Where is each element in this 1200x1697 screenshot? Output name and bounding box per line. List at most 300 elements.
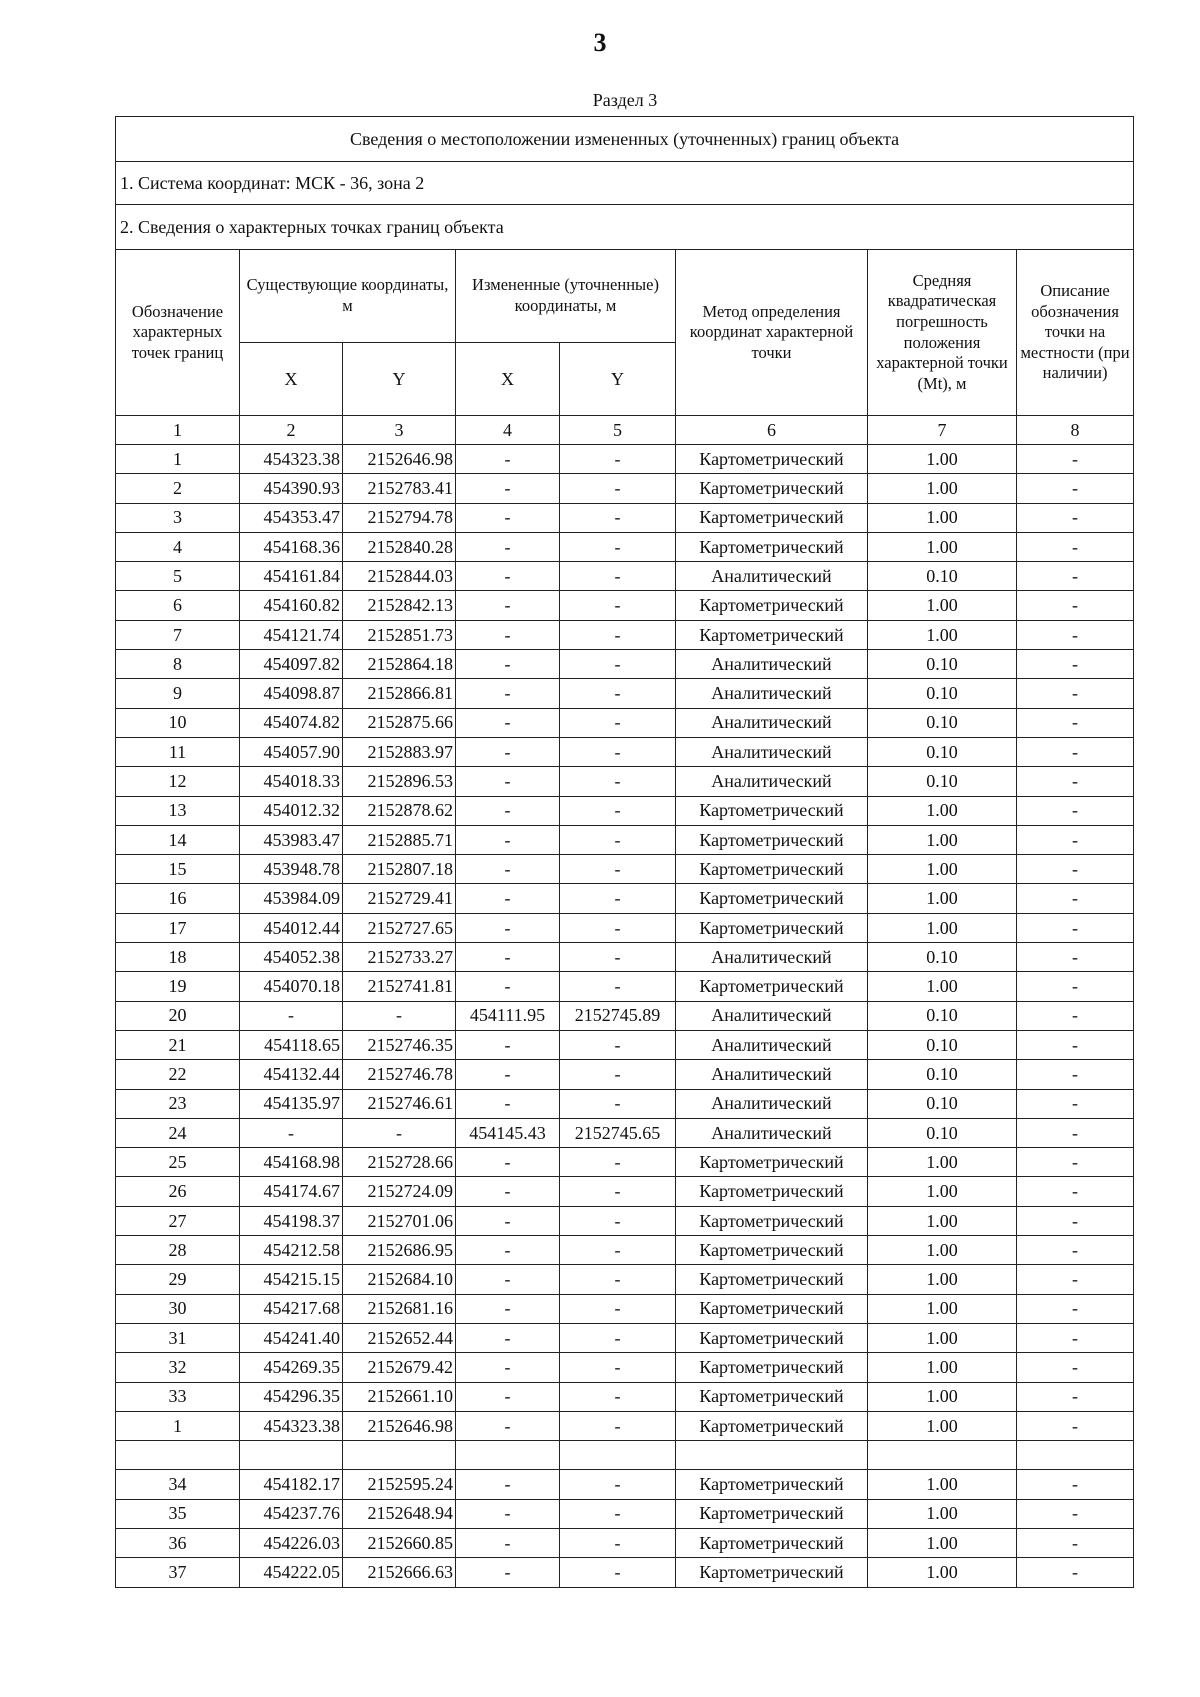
table-row — [116, 1265, 1134, 1294]
existing-y-cell: 2152728.66 — [343, 1148, 456, 1177]
changed-x-cell: - — [456, 825, 560, 854]
changed-x-cell: - — [456, 737, 560, 766]
error-cell: 0.10 — [868, 1030, 1017, 1059]
existing-y-cell: - — [343, 1118, 456, 1147]
column-number: 8 — [1017, 416, 1134, 445]
method-cell: Аналитический — [676, 708, 868, 737]
existing-y-cell: 2152842.13 — [343, 591, 456, 620]
error-cell: 1.00 — [868, 474, 1017, 503]
point-number-cell: 3 — [116, 503, 240, 532]
column-number: 1 — [116, 416, 240, 445]
method-cell: Картометрический — [676, 1470, 868, 1499]
existing-x-cell: 454118.65 — [240, 1030, 343, 1059]
table-row — [116, 825, 1134, 854]
changed-y-cell: - — [560, 737, 676, 766]
changed-y-cell: - — [560, 445, 676, 474]
existing-x-cell: 454226.03 — [240, 1528, 343, 1557]
method-cell: Картометрический — [676, 591, 868, 620]
changed-y-cell: - — [560, 1382, 676, 1411]
points-heading-row: 2. Сведения о характерных точках границ объекта — [116, 205, 1134, 250]
existing-y-cell: 2152783.41 — [343, 474, 456, 503]
description-cell: - — [1017, 972, 1134, 1001]
method-cell: Картометрический — [676, 474, 868, 503]
existing-x-cell: 454012.32 — [240, 796, 343, 825]
existing-x-cell: 454098.87 — [240, 679, 343, 708]
existing-x-cell: 453948.78 — [240, 855, 343, 884]
error-cell: 1.00 — [868, 1499, 1017, 1528]
description-cell: - — [1017, 1353, 1134, 1382]
point-number-cell: 20 — [116, 1001, 240, 1030]
changed-x-cell: - — [456, 1089, 560, 1118]
error-cell: 1.00 — [868, 1148, 1017, 1177]
existing-y-cell: 2152660.85 — [343, 1528, 456, 1557]
point-number-cell: 37 — [116, 1558, 240, 1587]
method-cell: Аналитический — [676, 650, 868, 679]
table-row — [116, 1411, 1134, 1440]
existing-y-cell: 2152885.71 — [343, 825, 456, 854]
table-row — [116, 767, 1134, 796]
changed-x-cell: - — [456, 972, 560, 1001]
changed-x-cell: - — [456, 1206, 560, 1235]
changed-y-cell: - — [560, 650, 676, 679]
existing-x-cell: 454174.67 — [240, 1177, 343, 1206]
error-cell: 1.00 — [868, 1177, 1017, 1206]
changed-x-cell: - — [456, 1236, 560, 1265]
point-number-cell: 8 — [116, 650, 240, 679]
error-cell: 0.10 — [868, 1001, 1017, 1030]
description-cell: - — [1017, 1499, 1134, 1528]
existing-y-cell: 2152746.61 — [343, 1089, 456, 1118]
error-cell: 1.00 — [868, 855, 1017, 884]
table-row — [116, 855, 1134, 884]
description-cell: - — [1017, 1470, 1134, 1499]
existing-y-cell: 2152794.78 — [343, 503, 456, 532]
table-row — [116, 562, 1134, 591]
existing-x-cell: 454161.84 — [240, 562, 343, 591]
changed-x-cell: - — [456, 855, 560, 884]
table-title: Сведения о местоположении измененных (уточненных) границ объекта — [116, 117, 1134, 162]
existing-x-cell: 454074.82 — [240, 708, 343, 737]
existing-x-cell: 454323.38 — [240, 1411, 343, 1440]
table-row — [116, 1528, 1134, 1557]
table-row — [116, 1294, 1134, 1323]
error-cell: 1.00 — [868, 1470, 1017, 1499]
changed-x-cell: - — [456, 767, 560, 796]
error-cell: 1.00 — [868, 503, 1017, 532]
existing-y-cell: 2152729.41 — [343, 884, 456, 913]
existing-x-cell: 454168.98 — [240, 1148, 343, 1177]
table-row — [116, 1118, 1134, 1147]
description-cell: - — [1017, 474, 1134, 503]
existing-x-cell: 454012.44 — [240, 913, 343, 942]
error-cell: 1.00 — [868, 1206, 1017, 1235]
error-cell: 1.00 — [868, 796, 1017, 825]
table-row — [116, 620, 1134, 649]
header-description: Описание обозначения точки на местности (при наличии) — [1017, 250, 1134, 416]
description-cell: - — [1017, 650, 1134, 679]
existing-x-cell: 454217.68 — [240, 1294, 343, 1323]
changed-y-cell: - — [560, 1353, 676, 1382]
existing-y-cell: 2152746.35 — [343, 1030, 456, 1059]
table-row — [116, 1441, 1134, 1470]
point-number-cell: 11 — [116, 737, 240, 766]
description-cell: - — [1017, 1206, 1134, 1235]
point-number-cell: 32 — [116, 1353, 240, 1382]
coord-system-row: 1. Система координат: МСК - 36, зона 2 — [116, 162, 1134, 205]
section-label: Раздел 3 — [592, 90, 658, 110]
error-cell: 1.00 — [868, 1382, 1017, 1411]
changed-y-cell: - — [560, 562, 676, 591]
existing-y-cell: 2152878.62 — [343, 796, 456, 825]
changed-y-cell: - — [560, 913, 676, 942]
changed-x-cell: - — [456, 562, 560, 591]
error-cell: 1.00 — [868, 1265, 1017, 1294]
point-number-cell: 31 — [116, 1323, 240, 1352]
changed-y-cell: - — [560, 1206, 676, 1235]
table-row — [116, 737, 1134, 766]
table-row — [116, 1001, 1134, 1030]
point-number-cell: 9 — [116, 679, 240, 708]
existing-y-cell: 2152661.10 — [343, 1382, 456, 1411]
existing-x-cell: 453984.09 — [240, 884, 343, 913]
existing-x-cell: 454212.58 — [240, 1236, 343, 1265]
existing-y-cell: 2152844.03 — [343, 562, 456, 591]
point-number-cell: 33 — [116, 1382, 240, 1411]
existing-x-cell: 454121.74 — [240, 620, 343, 649]
description-cell: - — [1017, 1323, 1134, 1352]
method-cell: Картометрический — [676, 972, 868, 1001]
existing-x-cell: 454215.15 — [240, 1265, 343, 1294]
changed-x-cell: - — [456, 650, 560, 679]
description-cell: - — [1017, 532, 1134, 561]
error-cell: 1.00 — [868, 1294, 1017, 1323]
existing-x-cell: 454296.35 — [240, 1382, 343, 1411]
table-row — [116, 1206, 1134, 1235]
changed-x-cell: - — [456, 796, 560, 825]
error-cell: 1.00 — [868, 532, 1017, 561]
header-existing-x: X — [240, 343, 343, 416]
changed-y-cell: - — [560, 1265, 676, 1294]
changed-y-cell: - — [560, 1177, 676, 1206]
changed-x-cell: - — [456, 503, 560, 532]
description-cell: - — [1017, 708, 1134, 737]
existing-x-cell: 454182.17 — [240, 1470, 343, 1499]
description-cell: - — [1017, 620, 1134, 649]
table-row — [116, 1148, 1134, 1177]
description-cell: - — [1017, 1118, 1134, 1147]
header-error: Средняя квадратическая погрешность положения характерной точки (Mt), м — [868, 250, 1017, 416]
description-cell: - — [1017, 1030, 1134, 1059]
header-designation: Обозначение характерных точек границ — [116, 250, 240, 416]
column-number: 3 — [343, 416, 456, 445]
table-row — [116, 913, 1134, 942]
changed-x-cell: - — [456, 1148, 560, 1177]
existing-x-cell: 453983.47 — [240, 825, 343, 854]
description-cell: - — [1017, 1528, 1134, 1557]
point-number-cell: 28 — [116, 1236, 240, 1265]
point-number-cell — [116, 1441, 240, 1470]
table-row — [116, 1030, 1134, 1059]
error-cell: 0.10 — [868, 562, 1017, 591]
method-cell: Картометрический — [676, 1499, 868, 1528]
changed-y-cell: - — [560, 474, 676, 503]
table-row — [116, 591, 1134, 620]
error-cell: 1.00 — [868, 1528, 1017, 1557]
method-cell: Картометрический — [676, 1148, 868, 1177]
changed-y-cell: - — [560, 972, 676, 1001]
description-cell: - — [1017, 1294, 1134, 1323]
method-cell: Аналитический — [676, 1060, 868, 1089]
changed-y-cell: 2152745.89 — [560, 1001, 676, 1030]
error-cell: 1.00 — [868, 884, 1017, 913]
existing-x-cell: 454168.36 — [240, 532, 343, 561]
point-number-cell: 30 — [116, 1294, 240, 1323]
changed-y-cell: - — [560, 855, 676, 884]
error-cell: 1.00 — [868, 1353, 1017, 1382]
method-cell: Аналитический — [676, 767, 868, 796]
error-cell: 0.10 — [868, 708, 1017, 737]
method-cell: Картометрический — [676, 825, 868, 854]
description-cell: - — [1017, 737, 1134, 766]
description-cell: - — [1017, 679, 1134, 708]
method-cell: Аналитический — [676, 1030, 868, 1059]
point-number-cell: 17 — [116, 913, 240, 942]
error-cell: 0.10 — [868, 679, 1017, 708]
changed-x-cell: - — [456, 943, 560, 972]
changed-x-cell: 454145.43 — [456, 1118, 560, 1147]
table-row — [116, 445, 1134, 474]
description-cell: - — [1017, 1411, 1134, 1440]
changed-x-cell: - — [456, 532, 560, 561]
changed-x-cell: - — [456, 1470, 560, 1499]
page-number: 3 — [593, 28, 607, 57]
point-number-cell: 1 — [116, 445, 240, 474]
changed-y-cell: - — [560, 1470, 676, 1499]
existing-y-cell: 2152684.10 — [343, 1265, 456, 1294]
table-row — [116, 796, 1134, 825]
description-cell: - — [1017, 943, 1134, 972]
changed-y-cell: - — [560, 796, 676, 825]
point-number-cell: 2 — [116, 474, 240, 503]
existing-x-cell: 454323.38 — [240, 445, 343, 474]
description-cell: - — [1017, 825, 1134, 854]
changed-y-cell: - — [560, 1060, 676, 1089]
description-cell — [1017, 1441, 1134, 1470]
method-cell: Картометрический — [676, 884, 868, 913]
point-number-cell: 35 — [116, 1499, 240, 1528]
error-cell: 1.00 — [868, 1558, 1017, 1587]
description-cell: - — [1017, 1382, 1134, 1411]
error-cell: 1.00 — [868, 620, 1017, 649]
method-cell: Картометрический — [676, 1177, 868, 1206]
method-cell: Картометрический — [676, 1265, 868, 1294]
changed-x-cell: - — [456, 1294, 560, 1323]
table-row — [116, 650, 1134, 679]
changed-x-cell: - — [456, 1353, 560, 1382]
changed-y-cell: 2152745.65 — [560, 1118, 676, 1147]
error-cell: 0.10 — [868, 943, 1017, 972]
method-cell: Картометрический — [676, 445, 868, 474]
existing-x-cell: 454269.35 — [240, 1353, 343, 1382]
point-number-cell: 26 — [116, 1177, 240, 1206]
error-cell — [868, 1441, 1017, 1470]
table-row — [116, 884, 1134, 913]
table-row — [116, 972, 1134, 1001]
method-cell: Картометрический — [676, 1323, 868, 1352]
description-cell: - — [1017, 1265, 1134, 1294]
existing-x-cell: 454057.90 — [240, 737, 343, 766]
method-cell: Аналитический — [676, 1001, 868, 1030]
header-changed-coords: Измененные (уточненные) координаты, м — [456, 250, 676, 343]
changed-y-cell: - — [560, 884, 676, 913]
header-existing-y: Y — [343, 343, 456, 416]
existing-x-cell: 454222.05 — [240, 1558, 343, 1587]
existing-x-cell: 454135.97 — [240, 1089, 343, 1118]
table-row — [116, 1323, 1134, 1352]
changed-y-cell: - — [560, 943, 676, 972]
changed-x-cell: - — [456, 1558, 560, 1587]
method-cell: Аналитический — [676, 1118, 868, 1147]
existing-y-cell: 2152733.27 — [343, 943, 456, 972]
changed-x-cell: - — [456, 1411, 560, 1440]
description-cell: - — [1017, 562, 1134, 591]
changed-x-cell: - — [456, 591, 560, 620]
changed-y-cell: - — [560, 591, 676, 620]
existing-y-cell: 2152746.78 — [343, 1060, 456, 1089]
point-number-cell: 16 — [116, 884, 240, 913]
table-row — [116, 1236, 1134, 1265]
description-cell: - — [1017, 1177, 1134, 1206]
changed-y-cell: - — [560, 1323, 676, 1352]
existing-x-cell: 454390.93 — [240, 474, 343, 503]
table-row — [116, 1558, 1134, 1587]
existing-x-cell: 454237.76 — [240, 1499, 343, 1528]
point-number-cell: 15 — [116, 855, 240, 884]
method-cell: Аналитический — [676, 1089, 868, 1118]
changed-x-cell: - — [456, 445, 560, 474]
header-existing-coords: Существующие координаты, м — [240, 250, 456, 343]
changed-x-cell: - — [456, 708, 560, 737]
existing-x-cell: 454198.37 — [240, 1206, 343, 1235]
existing-y-cell: 2152679.42 — [343, 1353, 456, 1382]
header-changed-y: Y — [560, 343, 676, 416]
method-cell: Картометрический — [676, 855, 868, 884]
changed-y-cell: - — [560, 767, 676, 796]
description-cell: - — [1017, 1089, 1134, 1118]
point-number-cell: 10 — [116, 708, 240, 737]
method-cell: Картометрический — [676, 796, 868, 825]
table-row — [116, 1353, 1134, 1382]
existing-y-cell: 2152681.16 — [343, 1294, 456, 1323]
header-method: Метод определения координат характерной точки — [676, 250, 868, 416]
point-number-cell: 4 — [116, 532, 240, 561]
existing-y-cell: 2152840.28 — [343, 532, 456, 561]
changed-y-cell: - — [560, 1236, 676, 1265]
error-cell: 0.10 — [868, 1089, 1017, 1118]
table-row — [116, 1060, 1134, 1089]
point-number-cell: 34 — [116, 1470, 240, 1499]
method-cell: Картометрический — [676, 1236, 868, 1265]
description-cell: - — [1017, 1060, 1134, 1089]
point-number-cell: 14 — [116, 825, 240, 854]
existing-x-cell: 454160.82 — [240, 591, 343, 620]
method-cell: Картометрический — [676, 1206, 868, 1235]
error-cell: 1.00 — [868, 445, 1017, 474]
changed-y-cell: - — [560, 1089, 676, 1118]
point-number-cell: 24 — [116, 1118, 240, 1147]
column-number: 4 — [456, 416, 560, 445]
existing-x-cell: - — [240, 1001, 343, 1030]
changed-y-cell: - — [560, 1411, 676, 1440]
existing-x-cell: 454241.40 — [240, 1323, 343, 1352]
existing-y-cell: 2152724.09 — [343, 1177, 456, 1206]
table-row — [116, 679, 1134, 708]
changed-x-cell: - — [456, 1499, 560, 1528]
changed-x-cell: - — [456, 679, 560, 708]
existing-y-cell: 2152851.73 — [343, 620, 456, 649]
point-number-cell: 5 — [116, 562, 240, 591]
existing-x-cell — [240, 1441, 343, 1470]
description-cell: - — [1017, 591, 1134, 620]
existing-y-cell — [343, 1441, 456, 1470]
existing-x-cell: 454052.38 — [240, 943, 343, 972]
point-number-cell: 19 — [116, 972, 240, 1001]
table-row — [116, 1177, 1134, 1206]
method-cell: Аналитический — [676, 943, 868, 972]
point-number-cell: 12 — [116, 767, 240, 796]
method-cell: Картометрический — [676, 1558, 868, 1587]
existing-y-cell: 2152864.18 — [343, 650, 456, 679]
existing-x-cell: 454018.33 — [240, 767, 343, 796]
existing-x-cell: 454070.18 — [240, 972, 343, 1001]
method-cell: Картометрический — [676, 532, 868, 561]
method-cell: Картометрический — [676, 503, 868, 532]
column-number: 7 — [868, 416, 1017, 445]
changed-x-cell: - — [456, 474, 560, 503]
error-cell: 0.10 — [868, 650, 1017, 679]
existing-y-cell: 2152883.97 — [343, 737, 456, 766]
point-number-cell: 6 — [116, 591, 240, 620]
error-cell: 1.00 — [868, 825, 1017, 854]
error-cell: 0.10 — [868, 1060, 1017, 1089]
method-cell: Картометрический — [676, 1353, 868, 1382]
point-number-cell: 25 — [116, 1148, 240, 1177]
changed-x-cell — [456, 1441, 560, 1470]
description-cell: - — [1017, 1558, 1134, 1587]
changed-y-cell: - — [560, 1528, 676, 1557]
existing-y-cell: 2152652.44 — [343, 1323, 456, 1352]
changed-y-cell: - — [560, 679, 676, 708]
changed-x-cell: - — [456, 620, 560, 649]
changed-y-cell: - — [560, 1558, 676, 1587]
existing-y-cell: 2152866.81 — [343, 679, 456, 708]
method-cell: Картометрический — [676, 913, 868, 942]
existing-y-cell: 2152875.66 — [343, 708, 456, 737]
error-cell: 0.10 — [868, 737, 1017, 766]
method-cell: Картометрический — [676, 1411, 868, 1440]
existing-y-cell: 2152807.18 — [343, 855, 456, 884]
point-number-cell: 7 — [116, 620, 240, 649]
existing-y-cell: 2152896.53 — [343, 767, 456, 796]
changed-y-cell: - — [560, 1499, 676, 1528]
existing-y-cell: - — [343, 1001, 456, 1030]
existing-y-cell: 2152646.98 — [343, 1411, 456, 1440]
table-row — [116, 474, 1134, 503]
existing-x-cell: 454353.47 — [240, 503, 343, 532]
existing-y-cell: 2152727.65 — [343, 913, 456, 942]
changed-y-cell: - — [560, 825, 676, 854]
error-cell: 1.00 — [868, 1236, 1017, 1265]
